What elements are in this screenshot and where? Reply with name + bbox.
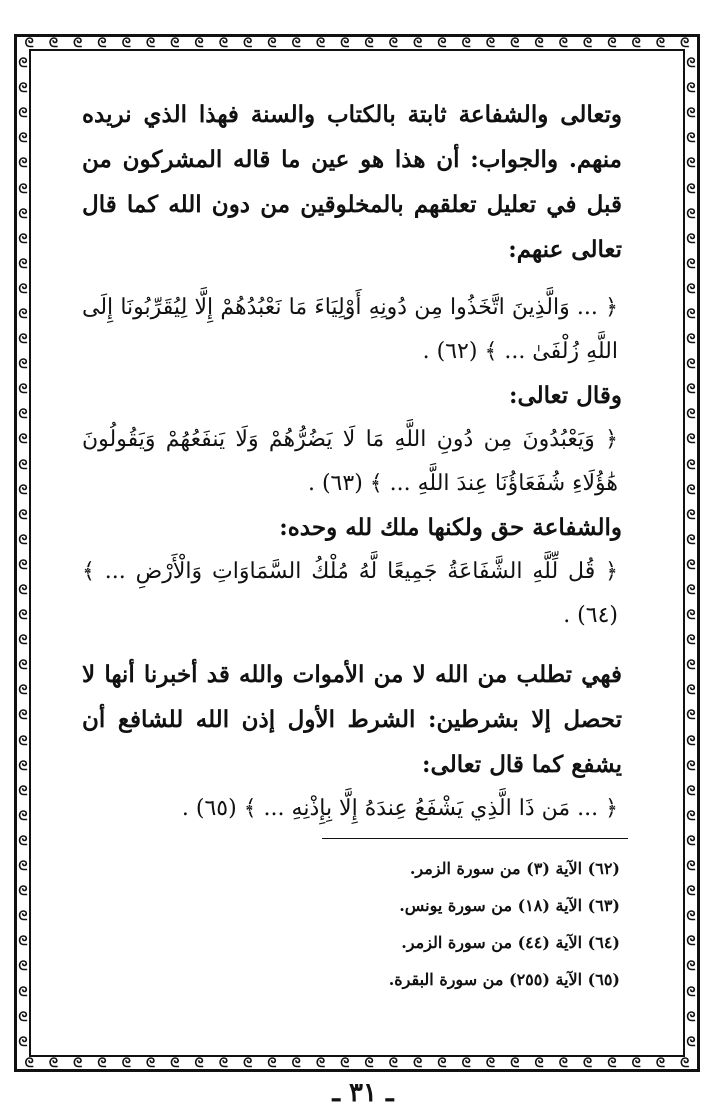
border-ornament-glyph: ᘓ xyxy=(686,181,696,197)
border-ornament-glyph: ᘓ xyxy=(686,256,696,272)
border-ornament-glyph: ᘓ xyxy=(18,633,28,649)
quran-verse-4: ﴿ ... مَن ذَا الَّذِي يَشْفَعُ عِندَهُ إِلَّا بِإِذْنِهِ ... ﴾ (٦٥) . xyxy=(181,796,618,821)
border-ornament-glyph: ᘓ xyxy=(315,1056,326,1070)
border-ornament-glyph: ᘓ xyxy=(686,608,696,624)
border-ornament-glyph: ᘓ xyxy=(267,1056,277,1070)
border-ornament-glyph: ᘓ xyxy=(18,884,28,900)
border-ornament-glyph: ᘓ xyxy=(583,1056,593,1070)
border-ornament-glyph: ᘓ xyxy=(18,708,28,724)
border-ornament-glyph: ᘓ xyxy=(194,36,204,50)
border-ornament-glyph: ᘓ xyxy=(218,1056,228,1070)
border-ornament-glyph: ᘓ xyxy=(48,36,58,50)
footnote-64: (٦٤) الآية (٤٤) من سورة الزمر. xyxy=(401,933,620,952)
border-ornament-glyph: ᘓ xyxy=(607,36,617,50)
border-ornament-glyph: ᘓ xyxy=(686,1009,696,1025)
border-ornament-glyph: ᘓ xyxy=(686,231,696,247)
border-ornament-glyph: ᘓ xyxy=(686,859,696,875)
footnote-62: (٦٢) الآية (٣) من سورة الزمر. xyxy=(409,859,620,878)
border-ornament-glyph: ᘓ xyxy=(686,56,696,72)
border-ornament-glyph: ᘓ xyxy=(558,36,568,50)
border-ornament-glyph: ᘓ xyxy=(686,583,696,599)
border-ornament-glyph: ᘓ xyxy=(686,332,696,348)
border-ornament-glyph: ᘓ xyxy=(364,36,374,50)
border-ornament-bottom xyxy=(17,1056,697,1070)
border-ornament-glyph: ᘓ xyxy=(243,36,253,50)
border-ornament-glyph: ᘓ xyxy=(243,1056,253,1070)
border-ornament-glyph: ᘓ xyxy=(686,482,696,498)
border-ornament-glyph: ᘓ xyxy=(686,833,696,849)
border-ornament-glyph: ᘓ xyxy=(510,1056,520,1070)
border-ornament-glyph: ᘓ xyxy=(607,1056,617,1070)
border-ornament-glyph: ᘓ xyxy=(686,708,696,724)
border-ornament-glyph: ᘓ xyxy=(686,1034,696,1050)
border-ornament-glyph: ᘓ xyxy=(364,1056,374,1070)
border-ornament-glyph: ᘓ xyxy=(388,1056,398,1070)
border-ornament-glyph: ᘓ xyxy=(686,457,696,473)
border-ornament-glyph: ᘓ xyxy=(18,733,28,749)
border-ornament-glyph: ᘓ xyxy=(686,306,696,322)
border-ornament-glyph: ᘓ xyxy=(18,81,28,97)
verse-intro-1: وقال تعالى: xyxy=(508,382,622,409)
border-ornament-glyph: ᘓ xyxy=(631,1056,641,1070)
border-ornament-glyph: ᘓ xyxy=(655,36,666,50)
border-ornament-right xyxy=(684,51,698,1055)
border-ornament-glyph: ᘓ xyxy=(686,131,696,147)
border-ornament-glyph: ᘓ xyxy=(73,1056,83,1070)
border-ornament-glyph: ᘓ xyxy=(631,36,641,50)
border-ornament-glyph: ᘓ xyxy=(18,281,28,297)
border-ornament-glyph: ᘓ xyxy=(686,206,696,222)
border-ornament-glyph: ᘓ xyxy=(18,156,28,172)
border-ornament-glyph: ᘓ xyxy=(583,36,593,50)
border-ornament-glyph: ᘓ xyxy=(558,1056,568,1070)
border-ornament-glyph: ᘓ xyxy=(18,407,28,423)
border-ornament-glyph: ᘓ xyxy=(291,1056,301,1070)
border-ornament-glyph: ᘓ xyxy=(686,382,696,398)
quran-verse-1: ﴿ ... وَالَّذِينَ اتَّخَذُوا مِن دُونِهِ أَوْلِيَاءَ مَا نَعْبُدُهُمْ إِلَّا لِيُقَرِّبُونَا إِلَى اللَّهِ زُلْفَىٰ ... ﴾ (٦٢) . xyxy=(82,295,618,364)
border-ornament-glyph: ᘓ xyxy=(18,256,28,272)
border-ornament-glyph: ᘓ xyxy=(18,181,28,197)
border-ornament-glyph: ᘓ xyxy=(18,984,28,1000)
page-body xyxy=(82,92,622,831)
border-ornament-glyph: ᘓ xyxy=(534,1056,544,1070)
border-ornament-glyph: ᘓ xyxy=(18,56,28,72)
border-ornament-glyph: ᘓ xyxy=(18,658,28,674)
border-ornament-glyph: ᘓ xyxy=(145,36,156,50)
border-ornament-glyph: ᘓ xyxy=(315,36,326,50)
page-number: ـ ٣١ ـ xyxy=(332,1078,394,1108)
quran-verse-3: ﴿ قُل لِّلَّهِ الشَّفَاعَةُ جَمِيعًا لَّهُ مُلْكُ السَّمَاوَاتِ وَالْأَرْضِ ... ﴾ (٦٤) . xyxy=(82,559,618,628)
border-ornament-glyph: ᘓ xyxy=(686,884,696,900)
border-ornament-glyph: ᘓ xyxy=(18,833,28,849)
border-ornament-glyph: ᘓ xyxy=(686,683,696,699)
border-ornament-glyph: ᘓ xyxy=(18,583,28,599)
border-ornament-glyph: ᘓ xyxy=(97,36,107,50)
footnote-65: (٦٥) الآية (٢٥٥) من سورة البقرة. xyxy=(388,970,620,989)
border-ornament-glyph: ᘓ xyxy=(18,457,28,473)
border-ornament-glyph: ᘓ xyxy=(485,1056,496,1070)
border-ornament-glyph: ᘓ xyxy=(145,1056,156,1070)
border-ornament-glyph: ᘓ xyxy=(18,306,28,322)
border-ornament-glyph: ᘓ xyxy=(686,357,696,373)
border-ornament-glyph: ᘓ xyxy=(18,608,28,624)
border-ornament-glyph: ᘓ xyxy=(686,658,696,674)
border-ornament-glyph: ᘓ xyxy=(510,36,520,50)
border-ornament-glyph: ᘓ xyxy=(18,557,28,573)
border-ornament-glyph: ᘓ xyxy=(534,36,544,50)
border-ornament-glyph: ᘓ xyxy=(218,36,228,50)
border-ornament-glyph: ᘓ xyxy=(18,1009,28,1025)
border-ornament-glyph: ᘓ xyxy=(24,1056,34,1070)
border-ornament-glyph: ᘓ xyxy=(686,557,696,573)
border-ornament-glyph: ᘓ xyxy=(18,683,28,699)
border-ornament-glyph: ᘓ xyxy=(686,106,696,122)
border-ornament-glyph: ᘓ xyxy=(686,432,696,448)
verse-intro-2: والشفاعة حق ولكنها ملك لله وحده: xyxy=(279,514,622,541)
footnotes xyxy=(300,850,620,998)
border-ornament-glyph: ᘓ xyxy=(18,1034,28,1050)
border-ornament-glyph: ᘓ xyxy=(18,959,28,975)
border-ornament-glyph: ᘓ xyxy=(18,382,28,398)
border-ornament-glyph: ᘓ xyxy=(340,1056,350,1070)
footnote-divider xyxy=(322,838,628,839)
border-ornament-glyph: ᘓ xyxy=(18,934,28,950)
border-ornament-glyph: ᘓ xyxy=(18,206,28,222)
border-ornament-glyph: ᘓ xyxy=(413,36,423,50)
paragraph-2: فهي تطلب من الله لا من الأموات والله قد أخبرنا أنها لا تحصل إلا بشرطين: الشرط الأول إذن الله للشافع أن يشفع كما قال تعالى: xyxy=(82,661,622,778)
border-ornament-glyph: ᘓ xyxy=(18,783,28,799)
border-ornament-glyph: ᘓ xyxy=(686,758,696,774)
border-ornament-glyph: ᘓ xyxy=(18,231,28,247)
border-ornament-glyph: ᘓ xyxy=(686,633,696,649)
border-ornament-glyph: ᘓ xyxy=(24,36,34,50)
border-ornament-glyph: ᘓ xyxy=(680,1056,690,1070)
border-ornament-glyph: ᘓ xyxy=(194,1056,204,1070)
border-ornament-glyph: ᘓ xyxy=(121,1056,131,1070)
border-ornament-glyph: ᘓ xyxy=(170,1056,180,1070)
border-ornament-glyph: ᘓ xyxy=(18,909,28,925)
border-ornament-glyph: ᘓ xyxy=(686,959,696,975)
border-ornament-glyph: ᘓ xyxy=(686,407,696,423)
border-ornament-glyph: ᘓ xyxy=(485,36,496,50)
border-ornament-glyph: ᘓ xyxy=(18,758,28,774)
border-ornament-glyph: ᘓ xyxy=(18,357,28,373)
quran-verse-2: ﴿ وَيَعْبُدُونَ مِن دُونِ اللَّهِ مَا لَا يَضُرُّهُمْ وَلَا يَنفَعُهُمْ وَيَقُولُونَ هَٰؤُلَاءِ شُفَعَاؤُنَا عِندَ اللَّهِ ... ﴾ (٦٣) . xyxy=(82,427,618,496)
border-ornament-glyph: ᘓ xyxy=(388,36,398,50)
border-ornament-glyph: ᘓ xyxy=(18,532,28,548)
border-ornament-glyph: ᘓ xyxy=(267,36,277,50)
border-ornament-glyph: ᘓ xyxy=(340,36,350,50)
border-ornament-glyph: ᘓ xyxy=(686,156,696,172)
border-ornament-glyph: ᘓ xyxy=(686,984,696,1000)
border-ornament-glyph: ᘓ xyxy=(121,36,131,50)
border-ornament-glyph: ᘓ xyxy=(413,1056,423,1070)
border-ornament-glyph: ᘓ xyxy=(686,934,696,950)
border-ornament-glyph: ᘓ xyxy=(48,1056,58,1070)
border-ornament-glyph: ᘓ xyxy=(73,36,83,50)
footnote-63: (٦٣) الآية (١٨) من سورة يونس. xyxy=(399,896,620,915)
border-ornament-glyph: ᘓ xyxy=(680,36,690,50)
border-ornament-glyph: ᘓ xyxy=(18,859,28,875)
border-ornament-glyph: ᘓ xyxy=(686,783,696,799)
border-ornament-glyph: ᘓ xyxy=(18,432,28,448)
border-ornament-glyph: ᘓ xyxy=(686,733,696,749)
border-ornament-glyph: ᘓ xyxy=(686,909,696,925)
border-ornament-left xyxy=(16,51,30,1055)
border-ornament-glyph: ᘓ xyxy=(18,106,28,122)
border-ornament-glyph: ᘓ xyxy=(461,1056,471,1070)
border-ornament-glyph: ᘓ xyxy=(686,808,696,824)
border-ornament-glyph: ᘓ xyxy=(437,1056,447,1070)
border-ornament-glyph: ᘓ xyxy=(686,281,696,297)
border-ornament-top xyxy=(17,36,697,50)
border-ornament-glyph: ᘓ xyxy=(18,332,28,348)
border-ornament-glyph: ᘓ xyxy=(686,81,696,97)
border-ornament-glyph: ᘓ xyxy=(291,36,301,50)
border-ornament-glyph: ᘓ xyxy=(18,131,28,147)
border-ornament-glyph: ᘓ xyxy=(97,1056,107,1070)
border-ornament-glyph: ᘓ xyxy=(437,36,447,50)
border-ornament-glyph: ᘓ xyxy=(18,808,28,824)
border-ornament-glyph: ᘓ xyxy=(18,507,28,523)
border-ornament-glyph: ᘓ xyxy=(686,507,696,523)
border-ornament-glyph: ᘓ xyxy=(686,532,696,548)
border-ornament-glyph: ᘓ xyxy=(655,1056,666,1070)
border-ornament-glyph: ᘓ xyxy=(18,482,28,498)
paragraph-1: وتعالى والشفاعة ثابتة بالكتاب والسنة فهذا الذي نريده منهم. والجواب: أن هذا هو عين ما قاله المشركون من قبل في تعليل تعلقهم بالمخلوقين من دون الله كما قال تعالى عنهم: xyxy=(82,101,622,263)
border-ornament-glyph: ᘓ xyxy=(170,36,180,50)
border-ornament-glyph: ᘓ xyxy=(461,36,471,50)
